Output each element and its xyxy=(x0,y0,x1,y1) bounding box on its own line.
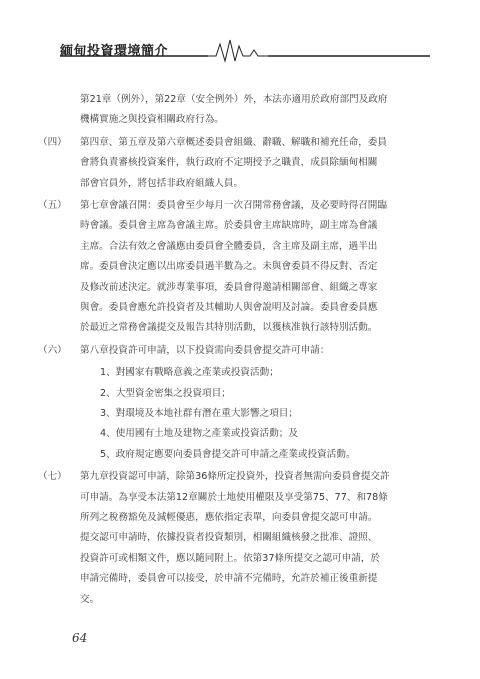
paragraph-line: 第九章投資認可申請，除第36條所定投資外，投資者無需向委員會提交許 xyxy=(80,471,390,483)
item-marker: （七） xyxy=(38,471,67,483)
paragraph-line: 與會。委員會應允許投資者及其輔助人與會說明及討論。委員會委員應 xyxy=(80,302,378,313)
paragraph-line: 主席。合法有效之會議應由委員會全體委員，含主席及副主席，過半出 xyxy=(80,240,378,252)
paragraph-line: 時會議。委員會主席為會議主席。於委員會主席缺席時，副主席為會議 xyxy=(80,220,378,232)
paragraph-line: 部會官員外，將包括非政府組織人員。 xyxy=(80,177,244,189)
paragraph-line: 第八章投資許可申請，以下投資需向委員會提交許可申請： xyxy=(80,344,330,356)
paragraph-line: 機構實施之與投資相關政府行為。 xyxy=(80,114,224,126)
paragraph-line: 交。 xyxy=(80,593,100,605)
list-item: 5、政府規定應要向委員會提交許可申請之產業或投資活動。 xyxy=(100,448,356,460)
paragraph-line: 第21章（例外），第22章（安全例外）外，本法亦適用於政府部門及政府 xyxy=(80,94,388,105)
paragraph-line: 席。委員會決定應以出席委員過半數為之。未與會委員不得反對、否定 xyxy=(80,261,378,273)
list-item: 1、對國家有戰略意義之產業或投資活動； xyxy=(100,367,279,379)
header-title: 緬甸投資環境簡介 xyxy=(60,44,169,59)
paragraph-line: 所列之稅務豁免及減輕優惠，應依指定表單，向委員會提交認可申請。 xyxy=(80,512,378,523)
list-item: 4、使用國有土地及建物之產業或投資活動；及 xyxy=(100,428,298,440)
paragraph-line: 會將負責審核投資案件，執行政府不定期授予之職責，成員除緬甸相關 xyxy=(80,157,378,169)
list-item: 3、對環境及本地社群有潛在重大影響之項目； xyxy=(100,408,298,419)
paragraph-line: 第四章、第五章及第六章概述委員會組織、辭職、解職和補充任命，委員 xyxy=(80,136,387,148)
paragraph-line: 申請完備時，委員會可以接受，於申請不完備時，允許於補正後重新提 xyxy=(80,573,378,585)
paragraph-line: 可申請。為享受本法第12章關於土地使用權限及享受第75、77、和78條 xyxy=(80,491,388,503)
item-marker: （五） xyxy=(38,200,67,211)
paragraph-line: 及修改前述決定。就涉專業事項，委員會得邀請相關部會、組織之專家 xyxy=(80,281,378,293)
running-header xyxy=(60,34,430,64)
paragraph-line: 第七章會議召開：委員會至少每月一次召開常務會議，及必要時得召開臨 xyxy=(80,200,387,211)
paragraph-line: 於最近之常務會議提交及報告其特別活動，以獲核准執行該特別活動。 xyxy=(80,322,378,334)
item-marker: （四） xyxy=(38,136,67,148)
page-number: 64 xyxy=(72,631,88,645)
item-marker: （六） xyxy=(38,344,67,356)
paragraph-line: 提交認可申請時，依據投資者投資類別，相關組織核發之批准、證照、 xyxy=(80,532,378,544)
list-item: 2、大型資金密集之投資項目； xyxy=(100,387,231,399)
paragraph-line: 投資許可或相類文件，應以隨同附上。依第37條所提交之認可申請，於 xyxy=(80,552,381,564)
